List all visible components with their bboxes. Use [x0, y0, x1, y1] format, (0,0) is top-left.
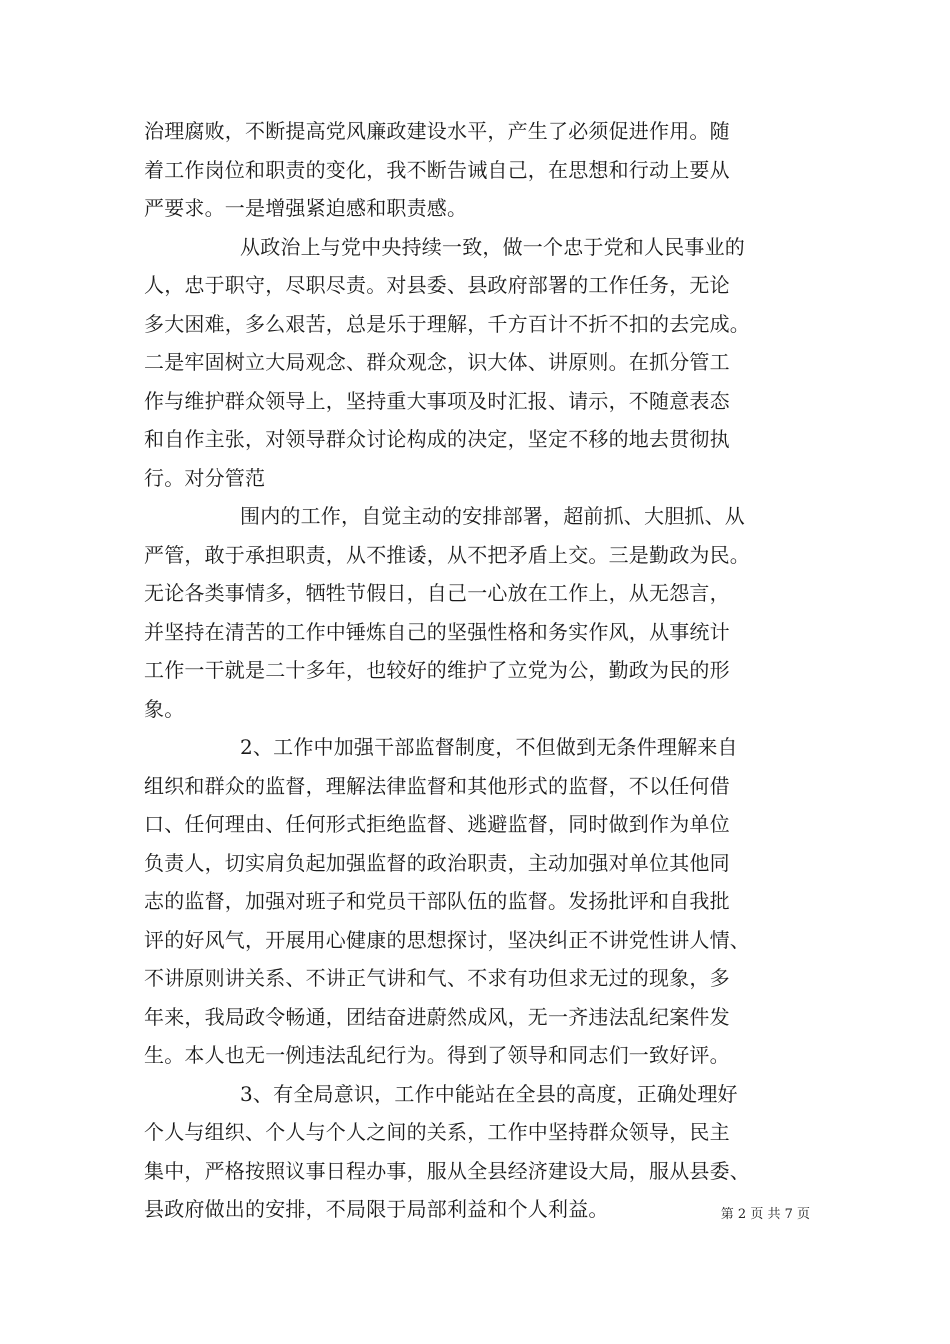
paragraph-first-line: 2、工作中加强干部监督制度，不但做到无条件理解来自	[240, 735, 738, 759]
paragraph-first-line: 从政治上与党中央持续一致，做一个忠于党和人民事业的	[240, 234, 745, 259]
text-line: 象。	[144, 696, 185, 721]
text-line: 并坚持在清苦的工作中锤炼自己的坚强性格和务实作风，从事统计	[144, 619, 730, 644]
text-line: 集中，严格按照议事日程办事，服从全县经济建设大局，服从县委、	[144, 1158, 750, 1183]
text-line: 无论各类事情多，牺牲节假日，自己一心放在工作上，从无怨言，	[144, 581, 730, 605]
text-line: 口、任何理由、任何形式拒绝监督、逃避监督，同时做到作为单位	[144, 812, 730, 836]
text-line: 二是牢固树立大局观念、群众观念，识大体、讲原则。在抓分管工	[144, 350, 730, 374]
text-line: 和自作主张，对领导群众讨论构成的决定，坚定不移的地去贯彻执	[144, 427, 730, 451]
text-line: 人，忠于职守，尽职尽责。对县委、县政府部署的工作任务，无论	[144, 273, 730, 297]
text-line: 组织和群众的监督，理解法律监督和其他形式的监督，不以任何借	[144, 773, 730, 798]
text-line: 着工作岗位和职责的变化，我不断告诫自己，在思想和行动上要从	[144, 157, 730, 182]
text-line: 不讲原则讲关系、不讲正气讲和气、不求有功但求无过的现象，多	[144, 966, 730, 990]
text-line: 评的好风气，开展用心健康的思想探讨，坚决纠正不讲党性讲人情、	[144, 927, 750, 952]
paragraph-first-line: 围内的工作，自觉主动的安排部署，超前抓、大胆抓、从	[240, 504, 745, 528]
text-line: 严要求。一是增强紧迫感和职责感。	[144, 196, 468, 220]
text-line: 生。本人也无一例违法乱纪行为。得到了领导和同志们一致好评。	[144, 1043, 730, 1067]
text-line: 负责人，切实肩负起加强监督的政治职责，主动加强对单位其他同	[144, 850, 730, 875]
text-line: 工作一干就是二十多年，也较好的维护了立党为公，勤政为民的形	[144, 658, 730, 682]
text-line: 作与维护群众领导上，坚持重大事项及时汇报、请示，不随意表态	[144, 388, 730, 413]
text-line: 个人与组织、个人与个人之间的关系，工作中坚持群众领导，民主	[144, 1120, 730, 1144]
page-number: 第 2 页 共 7 页	[720, 1207, 810, 1222]
text-line: 严管，敢于承担职责，从不推诿，从不把矛盾上交。三是勤政为民。	[144, 542, 750, 567]
text-line: 志的监督，加强对班子和党员干部队伍的监督。发扬批评和自我批	[144, 889, 730, 913]
document-body	[144, 112, 816, 1229]
text-line: 治理腐败，不断提高党风廉政建设水平，产生了必须促进作用。随	[144, 119, 730, 143]
text-line: 年来，我局政令畅通，团结奋进蔚然成风，无一齐违法乱纪案件发	[144, 1004, 730, 1029]
text-line: 县政府做出的安排，不局限于局部利益和个人利益。	[144, 1197, 609, 1221]
text-line: 多大困难，多么艰苦，总是乐于理解，千方百计不折不扣的去完成。	[144, 311, 750, 336]
text-line: 行。对分管范	[144, 465, 266, 490]
paragraph-first-line: 3、有全局意识，工作中能站在全县的高度，正确处理好	[240, 1081, 738, 1106]
